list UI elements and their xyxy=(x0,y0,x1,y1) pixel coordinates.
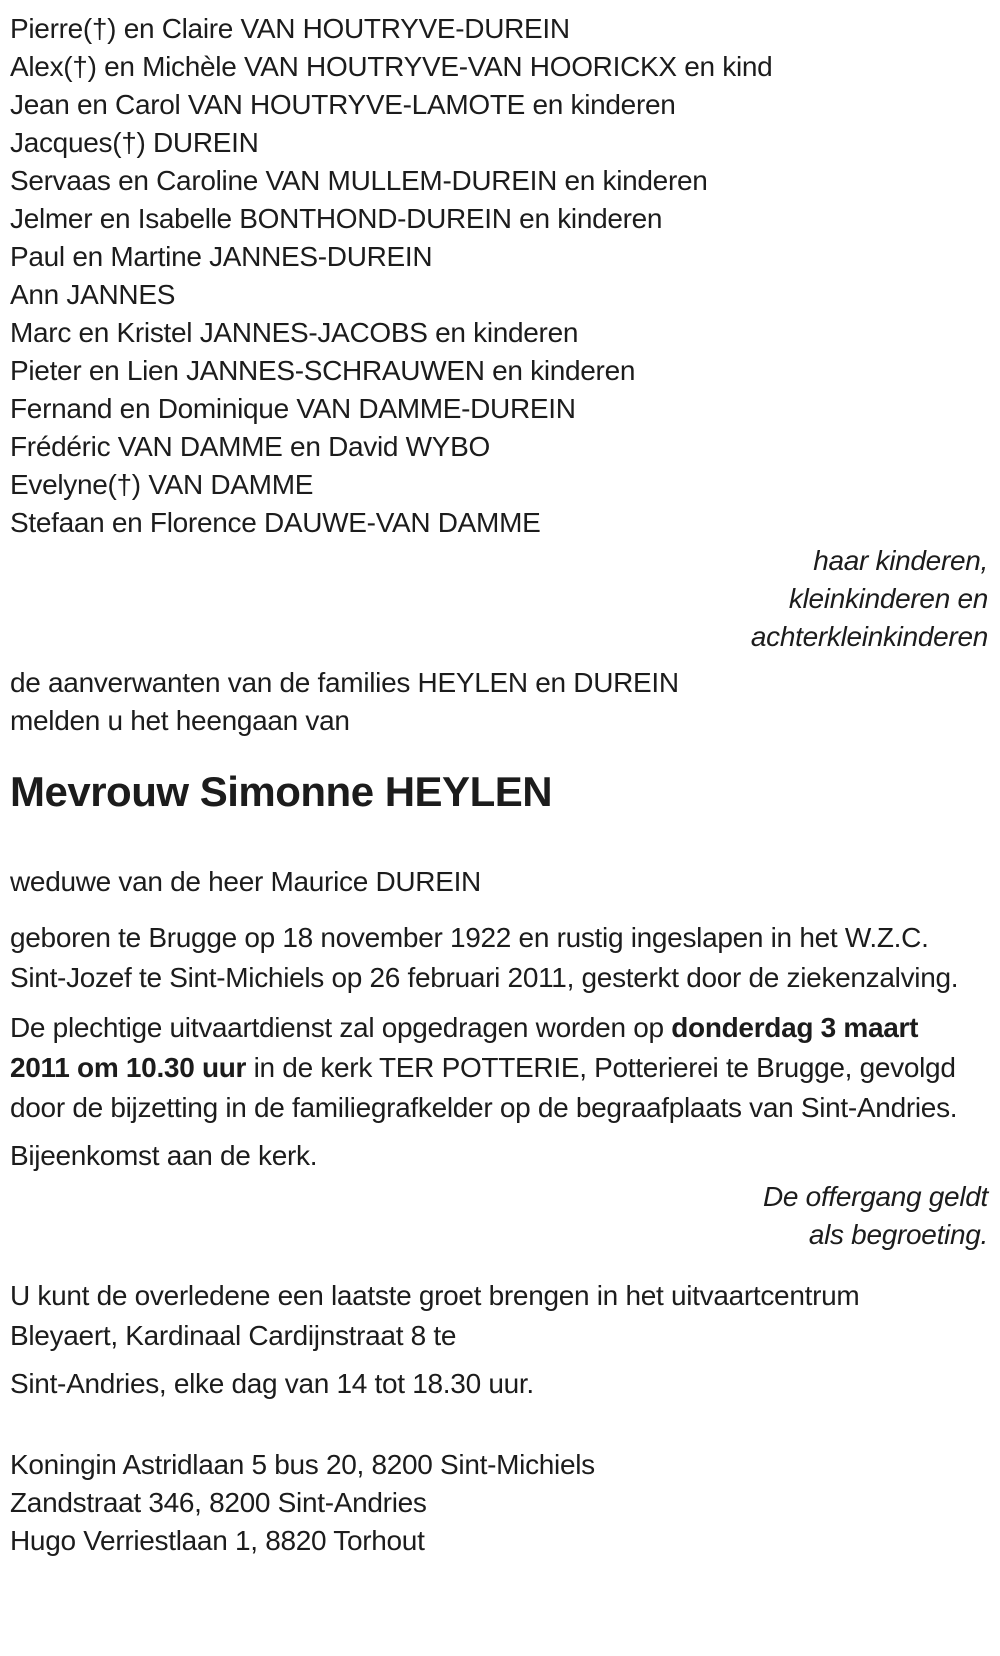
family-line: Ann JANNES xyxy=(10,279,176,310)
family-line: Jacques(†) DUREIN xyxy=(10,127,259,158)
service-text-before: De plechtige uitvaartdienst zal opgedragen worden op xyxy=(10,1012,672,1043)
family-line: Pierre(†) en Claire VAN HOUTRYVE-DUREIN xyxy=(10,13,570,44)
announcement xyxy=(10,664,988,740)
family-line: Fernand en Dominique VAN DAMME-DUREIN xyxy=(10,393,576,424)
relatives-line: kleinkinderen en xyxy=(788,583,988,614)
family-line: Paul en Martine JANNES-DUREIN xyxy=(10,241,433,272)
visit-hours-line: Sint-Andries, elke dag van 14 tot 18.30 uur. xyxy=(10,1368,534,1399)
relatives-line: achterkleinkinderen xyxy=(750,621,988,652)
family-line: Evelyne(†) VAN DAMME xyxy=(10,469,314,500)
announcement-line: melden u het heengaan van xyxy=(10,705,350,736)
address-line: Hugo Verriestlaan 1, 8820 Torhout xyxy=(10,1525,425,1556)
visit-paragraph: U kunt de overledene een laatste groet brengen in het uitvaartcentrum Bleyaert, Kardinaal Cardijnstraat 8 te xyxy=(10,1280,860,1351)
family-line: Alex(†) en Michèle VAN HOUTRYVE-VAN HOORICKX en kind xyxy=(10,51,773,82)
family-line: Jean en Carol VAN HOUTRYVE-LAMOTE en kinderen xyxy=(10,89,676,120)
service-paragraph xyxy=(10,1008,960,1128)
family-line: Marc en Kristel JANNES-JACOBS en kinderen xyxy=(10,317,579,348)
birth-death-paragraph: geboren te Brugge op 18 november 1922 en rustig ingeslapen in het W.Z.C. Sint-Jozef te Sint-Michiels op 26 februari 2011, gesterkt door de ziekenzalving. xyxy=(10,922,959,993)
family-line: Servaas en Caroline VAN MULLEM-DUREIN en kinderen xyxy=(10,165,708,196)
family-line: Frédéric VAN DAMME en David WYBO xyxy=(10,431,490,462)
service-text-after: in de kerk TER POTTERIE, Potterierei te Brugge, gevolgd door de bijzetting in de familiegrafkelder op de begraafplaats van Sint-Andries. xyxy=(10,1052,958,1123)
offering-line: De offergang geldt xyxy=(763,1181,988,1212)
relatives-line: haar kinderen, xyxy=(813,545,988,576)
family-line: Stefaan en Florence DAUWE-VAN DAMME xyxy=(10,507,541,538)
family-line: Pieter en Lien JANNES-SCHRAUWEN en kinderen xyxy=(10,355,636,386)
address-line: Zandstraat 346, 8200 Sint-Andries xyxy=(10,1487,427,1518)
family-list xyxy=(10,10,988,542)
spouse-line: weduwe van de heer Maurice DUREIN xyxy=(10,866,481,897)
announcement-line: de aanverwanten van de families HEYLEN en DUREIN xyxy=(10,667,679,698)
offering-line: als begroeting. xyxy=(808,1219,988,1250)
deceased-name-heading: Mevrouw Simonne HEYLEN xyxy=(10,768,553,815)
offering-note xyxy=(10,1178,988,1254)
service-date-bold: donderdag 3 maart 2011 om 10.30 uur xyxy=(10,1012,919,1083)
relatives-closing xyxy=(10,542,988,656)
address-list xyxy=(10,1446,988,1560)
family-line: Jelmer en Isabelle BONTHOND-DUREIN en kinderen xyxy=(10,203,663,234)
meeting-line: Bijeenkomst aan de kerk. xyxy=(10,1140,318,1171)
address-line: Koningin Astridlaan 5 bus 20, 8200 Sint-Michiels xyxy=(10,1449,595,1480)
